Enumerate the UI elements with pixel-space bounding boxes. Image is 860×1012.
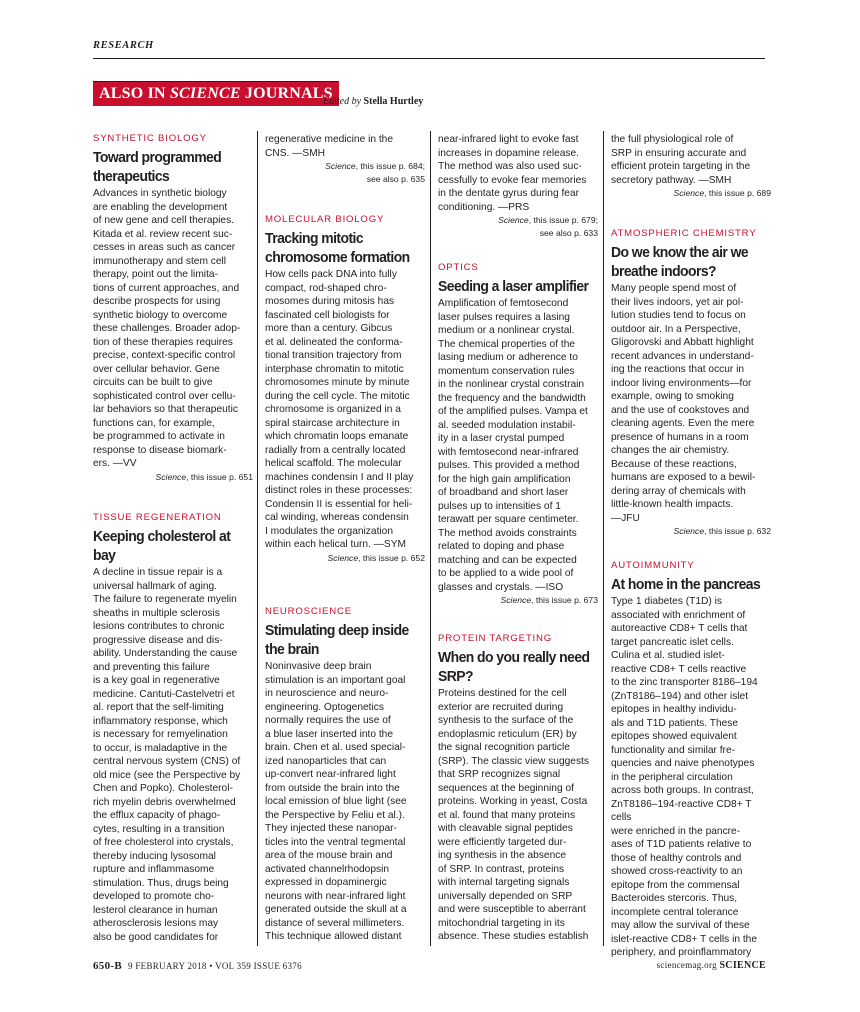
article-autoimmunity — [611, 560, 771, 960]
citation-text: , this issue p. 684; see also p. 635 — [355, 161, 425, 184]
citation-journal: Science — [325, 161, 356, 171]
article-headline: Tracking mitotic chromosome formation — [265, 230, 410, 266]
article-citation — [265, 552, 425, 565]
citation-journal: Science — [673, 526, 705, 536]
site-url: sciencemag.org — [656, 960, 720, 970]
citation-text: , this issue p. 632 — [704, 526, 771, 536]
article-continuation — [611, 133, 771, 200]
column-rule — [430, 131, 431, 946]
article-continuation — [438, 133, 598, 240]
journal-banner — [93, 81, 339, 106]
article-category: NEUROSCIENCE — [265, 606, 352, 617]
section-label: RESEARCH — [93, 40, 154, 51]
article-synthetic-biology — [93, 133, 253, 484]
article-body: A decline in tissue repair is a universal hallmark of aging. The failure to regenerate myelin sheaths in multiple sclerosis lesions contributes to chronic progressive disease and dis- ability. Understanding the cause and preventing this failure is a key goal in regenerative medicine. Cantuti-Castelvetri et al. report that the self-limiting inflammatory response, which is necessary for remyelination to occur, is maladaptive in the central nervous system (CNS) of old mice (see the Perspective by Chen and Popko). Cholesterol- rich myelin debris overwhelmed the efflux capacity of phago- cytes, resulting in a transition of free cholesterol into crystals, thereby inducing lysosomal rupture and inflammasome stimulation. Thus, drugs being developed to promote cho- lesterol clearance in human atherosclerosis lesions may also be good candidates for — [93, 567, 241, 943]
article-citation — [438, 594, 598, 607]
banner-post: JOURNALS — [240, 85, 333, 102]
article-molecular-biology — [265, 214, 425, 565]
article-category: AUTOIMMUNITY — [611, 560, 695, 571]
article-headline: Do we know the air we breathe indoors? — [611, 244, 749, 280]
column-rule — [603, 131, 604, 946]
editor-credit — [323, 96, 423, 107]
article-citation — [265, 160, 425, 186]
citation-journal: Science — [498, 215, 529, 225]
article-body: Many people spend most of their lives indoors, yet air pol- lution studies tend to focus on outdoor air. In a Perspective, Gligorovski and Abbatt highlight recent advances in understand- ing the reactions that occur in indoor living environments—for example, owing to smoking and the use of cookstoves and cleaning agents. Even the mere presence of humans in a room changes the air chemistry. Because of these reactions, humans are exposed to a bewil- dering array of chemicals with little-known health impacts. —JFU — [611, 283, 756, 524]
article-tissue-regeneration — [93, 512, 253, 944]
article-category: PROTEIN TARGETING — [438, 633, 552, 644]
article-body: Noninvasive deep brain stimulation is an important goal in neuroscience and neuro- engineering. Optogenetics normally requires the use of a blue laser inserted into the brain. Chen et al. used special- ized nanoparticles that can up-convert near-infrared light from outside the brain into the local emission of blue light (see the Perspective by Feliu et al.). They injected these nanopar- ticles into the ventral tegmental area of the mouse brain and activated channelrhodopsin expressed in dopaminergic neurons with near-infrared light generated outside the skull at a distance of several millimeters. This technique allowed distant — [265, 661, 407, 942]
article-body: Type 1 diabetes (T1D) is associated with enrichment of autoreactive CD8+ T cells that target pancreatic islet cells. Culina et al. studied islet- reactive CD8+ T cells reactive to the zinc transporter 8186–194 (ZnT8186–194) and other islet epitopes in healthy individu- als and T1D patients. These epitopes showed equivalent functionality and similar fre- quencies and naive phenotypes in the peripheral circulation across both groups. In contrast, ZnT8186–194-reactive CD8+ T cells were enriched in the pancre- ases of T1D patients relative to those of healthy controls and showed cross-reactivity to an epitope from the commensal Bacteroides stercoris. Thus, incomplete central tolerance may allow the survival of these islet-reactive CD8+ T cells in the periphery, and proinflammatory — [611, 596, 758, 958]
top-rule — [93, 58, 765, 59]
article-body: How cells pack DNA into fully compact, rod-shaped chro- mosomes during mitosis has fascinated cell biologists for more than a century. Gibcus et al. delineated the conforma- tional transition trajectory from interphase chromatin to mitotic chromosomes minute by minute during the cell cycle. The mitotic chromosome is organized in a spiral staircase architecture in which chromatin loops emanate radially from a centrally located helical scaffold. The molecular machines condensin I and II play distinct roles in these processes: Condensin II is essential for heli- cal winding, whereas condensin I modulates the organization within each helical turn. —SYM — [265, 269, 414, 550]
article-atmospheric-chemistry — [611, 228, 771, 538]
article-citation — [611, 187, 771, 200]
article-body: near-infrared light to evoke fast increases in dopamine release. The method was also used suc- cessfully to evoke fear memories in the dentate gyrus during fear conditioning. —PRS — [438, 134, 587, 213]
article-protein-targeting — [438, 633, 598, 944]
citation-text: , this issue p. 673 — [531, 595, 598, 605]
editor-name: Stella Hurtley — [363, 96, 424, 107]
article-citation — [611, 525, 771, 538]
article-body: Advances in synthetic biology are enabling the development of new gene and cell therapies. Kitada et al. review recent suc- cesses in areas such as cancer immunotherapy and stem cell therapy, point out the limita- tions of current approaches, and describe prospects for using synthetic biology to overcome these challenges. Broader adop- tion of these therapies requires precise, context-specific control over cellular behavior. Gene circuits can be built to give sophisticated control over cellu- lar behaviors so that therapeutic functions can, for example, be programmed to activate in response to disease biomark- ers. —VV — [93, 188, 241, 469]
article-continuation — [265, 133, 425, 186]
article-citation — [93, 471, 253, 484]
article-category: OPTICS — [438, 262, 479, 273]
citation-journal: Science — [155, 471, 187, 482]
article-headline: At home in the pancreas — [611, 576, 761, 593]
article-category: ATMOSPHERIC CHEMISTRY — [611, 228, 757, 239]
citation-text: , this issue p. 651 — [186, 471, 253, 482]
journal-brand: SCIENCE — [719, 960, 766, 971]
editor-label: Edited by — [323, 96, 364, 107]
article-optics — [438, 262, 598, 607]
footer-right — [657, 960, 766, 971]
article-category: TISSUE REGENERATION — [93, 512, 222, 523]
article-headline: Toward programmed therapeutics — [93, 149, 222, 185]
article-headline: When do you really need SRP? — [438, 649, 590, 685]
article-category: SYNTHETIC BIOLOGY — [93, 133, 207, 144]
article-body: the full physiological role of SRP in ensuring accurate and efficient protein targeting in the secretory pathway. —SMH — [611, 134, 751, 186]
column-rule — [257, 131, 258, 946]
banner-pre: ALSO IN — [99, 85, 170, 102]
article-headline: Stimulating deep inside the brain — [265, 622, 409, 658]
page-number: 650-B — [93, 960, 122, 972]
issue-info: 9 FEBRUARY 2018 • VOL 359 ISSUE 6376 — [128, 961, 302, 971]
citation-journal: Science — [673, 188, 705, 198]
citation-text: , this issue p. 689 — [704, 188, 771, 198]
footer-left — [93, 960, 302, 972]
article-citation — [438, 214, 598, 240]
article-body: regenerative medicine in the CNS. —SMH — [265, 134, 393, 159]
article-body: Amplification of femtosecond laser pulses requires a lasing medium or a nonlinear crystal. The chemical properties of the lasing medium or adherence to momentum conservation rules in the nonlinear crystal constrain the frequency and the bandwidth of the amplified pulses. Vampa et al. seeded modulation instabil- ity in a laser crystal pumped with femtosecond near-infrared pulses. This provided a method for the high gain amplification of broadband and short laser pulses up to intensities of 1 terawatt per square centimeter. The method avoids constraints related to doping and phase matching and can be expected to be applied to a wide pool of glasses and crystals. —ISO — [438, 298, 588, 593]
citation-text: , this issue p. 652 — [358, 552, 425, 563]
banner-italic: SCIENCE — [169, 85, 241, 102]
article-neuroscience — [265, 606, 425, 944]
article-body: Proteins destined for the cell exterior are recruited during synthesis to the surface of the endoplasmic reticulum (ER) by the signal recognition particle (SRP). The classic view suggests that SRP recognizes signal sequences at the beginning of proteins. Working in yeast, Costa et al. found that many proteins with cleavable signal peptides were efficiently targeted dur- ing synthesis in the absence of SRP. In contrast, proteins with internal targeting signals universally depended on SRP and were susceptible to aberrant mitochondrial targeting in its absence. These studies establish — [438, 688, 589, 942]
citation-text: , this issue p. 679; see also p. 633 — [528, 215, 598, 238]
article-headline: Seeding a laser amplifier — [438, 278, 589, 295]
citation-journal: Science — [500, 595, 532, 605]
citation-journal: Science — [327, 552, 359, 563]
article-headline: Keeping cholesterol at bay — [93, 528, 231, 564]
article-category: MOLECULAR BIOLOGY — [265, 214, 385, 225]
